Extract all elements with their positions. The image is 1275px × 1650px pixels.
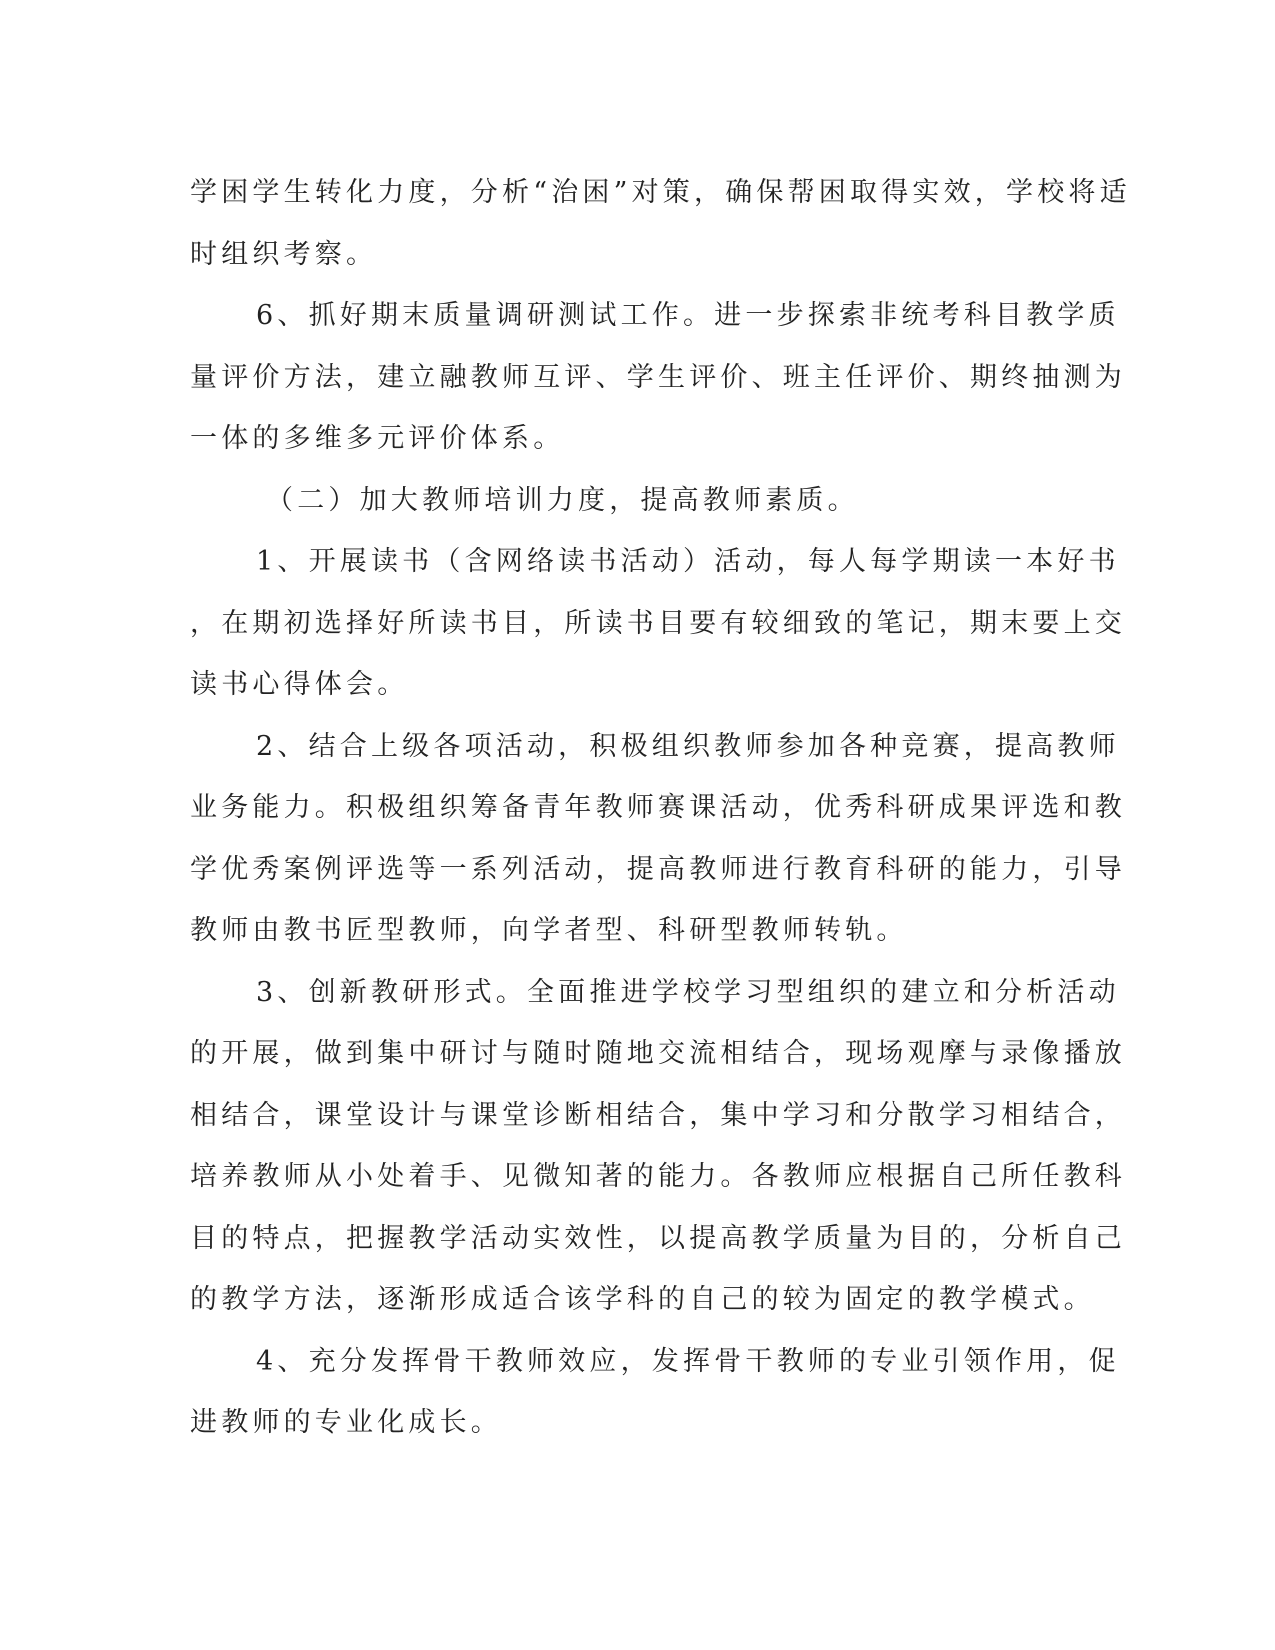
text-line: 1、开展读书（含网络读书活动）活动，每人每学期读一本好书 [256,546,1120,577]
paragraph-item-1 [190,531,1126,716]
paragraph-item-2 [190,716,1126,962]
text-line: 6、抓好期末质量调研测试工作。进一步探索非统考科目教学质 [256,300,1120,331]
paragraph-continuation [190,162,1131,285]
text-line: 4、充分发挥骨干教师效应，发挥骨干教师的专业引领作用，促 [256,1345,1120,1377]
section-heading-text: （二）加大教师培训力度，提高教师素质。 [266,484,859,516]
text-line: 相结合，课堂设计与课堂诊断相结合，集中学习和分散学习相结合， [190,1099,1126,1131]
text-line: 2、结合上级各项活动，积极组织教师参加各种竞赛，提高教师 [256,730,1120,762]
text-line: 培养教师从小处着手、见微知著的能力。各教师应根据自己所任教科 [190,1161,1126,1192]
document-body [190,162,1131,1454]
text-line: ，在期初选择好所读书目，所读书目要有较细致的笔记，期末要上交 [190,607,1126,639]
text-line: 的开展，做到集中研讨与随时随地交流相结合，现场观摩与录像播放 [190,1038,1126,1069]
text-line: 时组织考察。 [190,238,378,270]
text-line: 进教师的专业化成长。 [190,1407,502,1438]
paragraph-item-3 [190,962,1126,1331]
text-line: 目的特点，把握教学活动实效性，以提高教学质量为目的，分析自己 [190,1222,1126,1254]
text-line: 的教学方法，逐渐形成适合该学科的自己的较为固定的教学模式。 [190,1284,1095,1315]
text-line: 量评价方法，建立融教师互评、学生评价、班主任评价、期终抽测为 [190,361,1126,393]
text-line: 学优秀案例评选等一系列活动，提高教师进行教育科研的能力，引导 [190,853,1126,885]
text-line: 学困学生转化力度，分析“治困”对策，确保帮困取得实效，学校将适 [190,177,1131,208]
text-line: 教师由教书匠型教师，向学者型、科研型教师转轨。 [190,915,908,946]
text-line: 一体的多维多元评价体系。 [190,423,565,454]
section-heading-2 [190,470,1060,532]
paragraph-item-6 [190,285,1126,470]
text-line: 读书心得体会。 [190,669,409,700]
text-line: 业务能力。积极组织筹备青年教师赛课活动，优秀科研成果评选和教 [190,792,1126,823]
paragraph-item-4 [190,1331,1120,1454]
text-line: 3、创新教研形式。全面推进学校学习型组织的建立和分析活动 [256,976,1120,1008]
